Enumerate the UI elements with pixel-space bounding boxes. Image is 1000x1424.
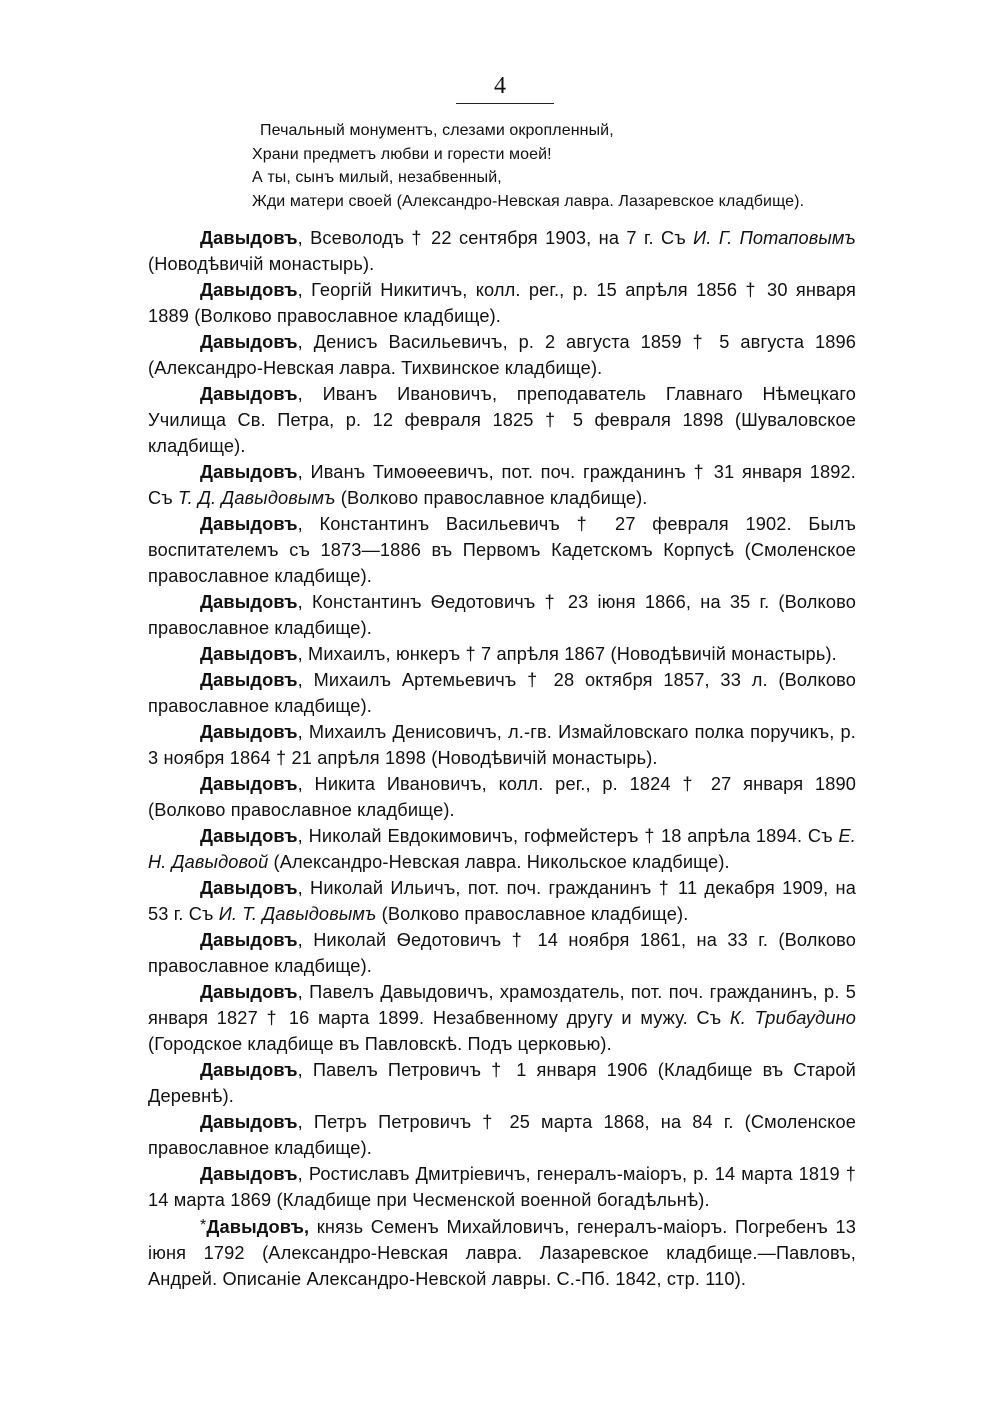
list-item (148, 459, 856, 511)
entry-surname: Давыдовъ (200, 774, 298, 794)
entry-text: (Волково православное кладбище). (335, 488, 648, 508)
verse-line: Печальный монументъ, слезами окропленный, (260, 122, 614, 139)
entry-text: , Константинъ Ѳедотовичъ † 23 іюня 1866, на 35 г. (Волково православное кладбище). (148, 592, 856, 638)
entry-text: , Петръ Петровичъ † 25 марта 1868, на 84 г. (Смоленское православное кладбище). (148, 1112, 856, 1158)
entry-surname: Давыдовъ (200, 332, 298, 352)
entry-text: , Павелъ Давыдовичъ, храмоздатель, пот. поч. гражданинъ, р. 5 января 1827 † 16 марта 1899. Незабвенному другу и мужу. Съ (148, 982, 856, 1028)
entry-surname: Давыдовъ (200, 644, 298, 664)
epitaph-verse (252, 119, 892, 213)
list-item (148, 641, 856, 667)
entry-surname: Давыдовъ (200, 384, 298, 404)
entry-surname: Давыдовъ (200, 930, 298, 950)
entry-companion-name: И. Г. Потаповымъ (693, 228, 856, 248)
verse-line: Жди матери своей (Александро-Невская лавра. Лазаревское кладбище). (252, 192, 805, 210)
entry-text: , Денисъ Васильевичъ, р. 2 августа 1859 † 5 августа 1896 (Александро-Невская лавра. Тихвинское кладбище). (148, 332, 856, 378)
entry-surname: Давыдовъ (200, 1112, 298, 1132)
entry-text: , Михаилъ Артемьевичъ † 28 октября 1857, 33 л. (Волково православное кладбище). (148, 670, 856, 716)
list-item (148, 979, 856, 1057)
list-item (148, 1109, 856, 1161)
entry-text: (Александро-Невская лавра. Никольское кладбище). (268, 852, 730, 872)
footnote-asterisk: * (200, 1217, 207, 1234)
entry-text: , Иванъ Тимоѳеевичъ, пот. поч. гражданинъ † 31 января 1892. Съ (148, 462, 856, 508)
entry-text: , Константинъ Васильевичъ † 27 февраля 1902. Былъ воспитателемъ съ 1873—1886 въ Первомъ Кадетскомъ Корпусѣ (Смоленское православное кладбище). (148, 514, 856, 586)
entry-text: , Николай Ѳедотовичъ † 14 ноября 1861, на 33 г. (Волково православное кладбище). (148, 930, 856, 976)
list-item (148, 875, 856, 927)
entry-surname: Давыдовъ (200, 878, 298, 898)
list-item (148, 277, 856, 329)
list-item (148, 511, 856, 589)
entry-surname: Давыдовъ (200, 670, 298, 690)
entry-text: , Михаилъ Денисовичъ, л.-гв. Измайловскаго полка поручикъ, р. 3 ноября 1864 † 21 апрѣля 1898 (Новодѣвичій монастырь). (148, 722, 856, 768)
entry-text: , Ростиславъ Дмитріевичъ, генералъ-маіоръ, р. 14 марта 1819 † 14 марта 1869 (Кладбище при Чесменской военной богадѣльнѣ). (148, 1164, 856, 1210)
header-rule (456, 103, 554, 104)
entry-text: , Георгій Никитичъ, колл. рег., р. 15 апрѣля 1856 † 30 января 1889 (Волково православное кладбище). (148, 280, 856, 326)
list-item (148, 589, 856, 641)
entry-surname: Давыдовъ, (206, 1217, 310, 1237)
verse-line: А ты, сынъ милый, незабвенный, (252, 169, 502, 186)
entry-text: , Павелъ Петровичъ † 1 января 1906 (Кладбище въ Старой Деревнѣ). (148, 1060, 856, 1106)
entry-surname: Давыдовъ (200, 592, 298, 612)
entry-companion-name: К. Трибаудино (729, 1008, 857, 1028)
entry-surname: Давыдовъ (200, 514, 298, 534)
page-number: 4 (494, 73, 506, 99)
entry-text: , Николай Ильичъ, пот. поч. гражданинъ † 11 декабря 1909, на 53 г. Съ (148, 878, 856, 924)
entry-companion-name: Т. Д. Давыдовымъ (178, 488, 336, 508)
list-item (148, 329, 856, 381)
entry-text: (Городское кладбище въ Павловскѣ. Подъ церковью). (148, 1034, 612, 1054)
entry-text: , Иванъ Ивановичъ, преподаватель Главнаго Нѣмецкаго Училища Св. Петра, р. 12 февраля 1825 † 5 февраля 1898 (Шуваловское кладбище). (148, 384, 856, 456)
list-item (148, 771, 856, 823)
entry-text: , Михаилъ, юнкеръ † 7 апрѣля 1867 (Новодѣвичій монастырь). (297, 644, 837, 664)
entry-surname: Давыдовъ (200, 982, 298, 1002)
list-item (148, 225, 856, 277)
entry-text: (Новодѣвичій монастырь). (148, 254, 375, 274)
entry-text: князь Семенъ Михайловичъ, генералъ-маіоръ. Погребенъ 13 іюня 1792 (Александро-Невская лавра. Лазаревское кладбище.—Павловъ, Андрей. Описаніе Александро-Невской лавры. С.-Пб. 1842, стр. 110). (148, 1217, 856, 1289)
entry-text: , Николай Евдокимовичъ, гофмейстеръ † 18 апрѣла 1894. Съ (297, 826, 839, 846)
list-item (148, 1057, 856, 1109)
entry-companion-name: Е. Н. Давыдовой (148, 826, 856, 872)
entry-surname: Давыдовъ (200, 1164, 298, 1184)
entry-list (148, 225, 856, 1292)
list-item (148, 823, 856, 875)
list-item (148, 719, 856, 771)
entry-surname: Давыдовъ (200, 826, 298, 846)
entry-surname: Давыдовъ (200, 228, 298, 248)
list-item (148, 381, 856, 459)
list-item (148, 667, 856, 719)
entry-text: , Никита Ивановичъ, колл. рег., р. 1824 † 27 января 1890 (Волково православное кладбище). (148, 774, 856, 820)
entry-surname: Давыдовъ (200, 280, 298, 300)
entry-companion-name: И. Т. Давыдовымъ (218, 904, 377, 924)
entry-text: (Волково православное кладбище). (376, 904, 689, 924)
list-item (148, 1213, 856, 1292)
entry-surname: Давыдовъ (200, 1060, 298, 1080)
list-item (148, 927, 856, 979)
entry-surname: Давыдовъ (200, 462, 298, 482)
list-item (148, 1161, 856, 1213)
verse-line: Храни предметъ любви и горести моей! (252, 145, 552, 163)
entry-surname: Давыдовъ (200, 722, 298, 742)
entry-text: , Всеволодъ † 22 сентября 1903, на 7 г. Съ (297, 228, 694, 248)
